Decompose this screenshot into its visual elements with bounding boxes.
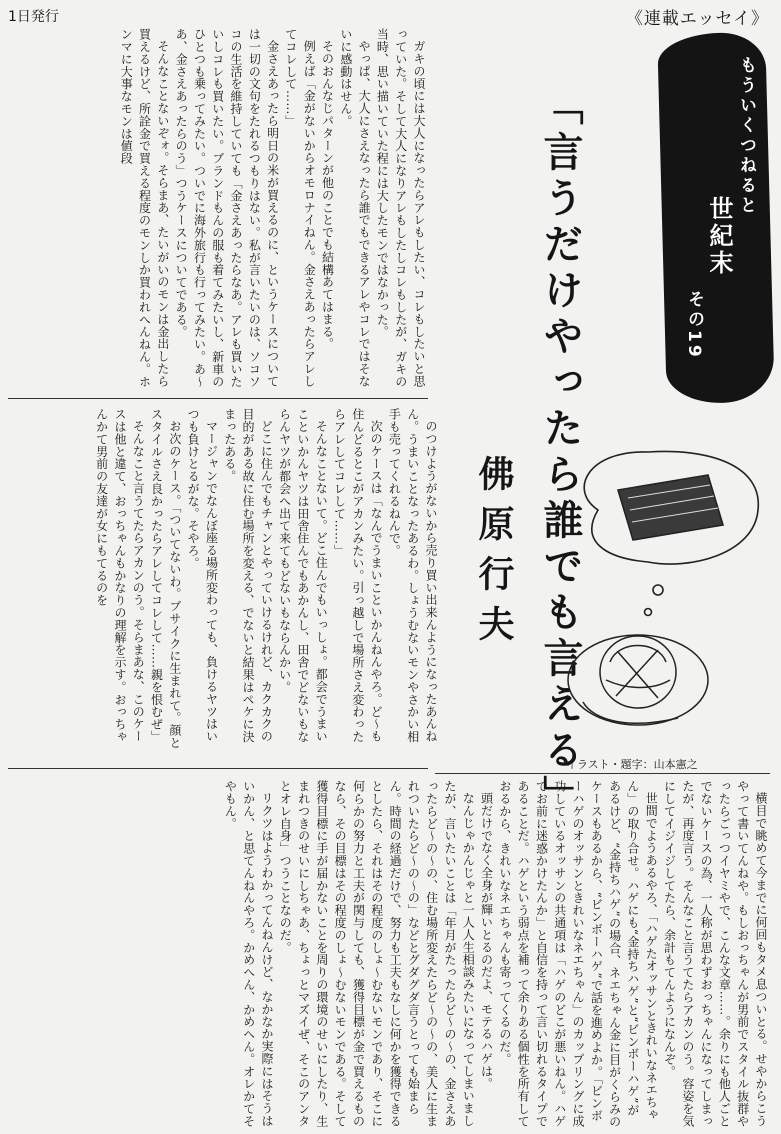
series-title-line2: 世紀末 — [705, 196, 733, 277]
column-divider — [8, 768, 428, 769]
essay-paragraph: 横目で眺めて今までに何回もタメ息ついとる。せやからこうやって書いてんねや。もしおっちゃんが男前でスタイル抜群やったらごっつイヤミやで、こんな文章……。余りにも他人ごとでないケースの為、一人称が思わずおっちゃんになってしまったが、再度言う。そんなこと言うてたらアカンのう。容姿を気にしてイジイジしてたら、余計もてんようになんぞ。 — [662, 780, 768, 1128]
essay-paragraph: そんなことないぞォ。そらまあ、たいがいのモンは金出したら買えるけど、所詮金で買える程度のモンしか買われへんねん。ホンマに大事なモンは値段 — [119, 28, 170, 388]
essay-paragraph: そのおんなじパターンが他のことでも結構あてはまる。 — [320, 40, 335, 350]
essay-paragraph: そんなこと言うてたらアカンのう。そらまあな、このケースは他と違て、おっちゃんもかなりの理解を示す。おっちゃんかて男前の友達が女にもてるのを — [94, 408, 146, 743]
thought-bubble-illustration — [584, 451, 758, 615]
essay-paragraph: 金さえあったら明日の米が買えるのに、というケースについては一切の文句をたれるつもりはない。私が言いたいのは、ソコソコの生活を維持していても「金さえあったらなあ。アレも買いたいしコレも買いたい。ブランドもんの服も着てみたいし、新車のひとつも乗ってみたい。ついでに海外旅行も行ってみたい。あ〜あ、金さえあったらのう」つうケースについてである。 — [174, 28, 280, 388]
essay-middle-column — [8, 408, 440, 753]
essay-paragraph: そんなことないて。どこ住んでもいっしょ。都会でうまいこといかんヤツは田舎住んでもあかんし、田舎でどないもならんヤツが都会へ出て来てもどないもならんかい。 — [277, 408, 329, 743]
series-title-line1: もういくつねると — [736, 56, 756, 216]
author-name: 佛原行夫 — [473, 455, 514, 655]
essay-upper-column — [8, 28, 428, 390]
essay-paragraph: マージャンでなんぼ座る場所変わっても、負けるヤツはいつも負けとるがな。そやろ。 — [186, 408, 219, 743]
essay-paragraph: なんじゃかんじゃと一人人生相談みたいになってしまいましたが、言いたいことは「年月がたったらど〜の〜の、金さえあったらど〜の〜の、住む場所変えたらど〜の〜の、美人に生まれついたらど〜の〜の」などとグダグダ言うとっても始まらん。時間の経過だけで、努力も工夫もなしに何かを獲得できるとしたら、それはその程度のしょ〜むないモンであり、そこに何らかの努力と工夫が関与しても、獲得目標が金で買えるものなら、その目標はその程度のしょ〜むないモンである。そして獲得目標に手が届かないことを周りの環境のせいにしたり、生まれつきのせいにしちゃあ、ちょっとマズイぜ、そこのアンタとオレ自身」つうことなのだ。 — [278, 780, 476, 1128]
essay-paragraph: 例えば「金がないからオモロナイねん。金さえあったらアレしてコレして……」 — [283, 28, 317, 388]
essay-paragraph: 次のケースは「なんでうまいこといかんねんやろ。ど〜も住んどるとこがアカンみたい。引っ越しで場所さえ変わったらアレしてコレして……」 — [332, 408, 384, 743]
series-label: 《連載エッセイ》 — [625, 9, 769, 29]
essay-paragraph: ガキの頃には大人になったらアレもしたい、コレもしたいと思っていた。そして大人になりアレもしたしコレもしたが、ガキの当時、思い描いていた程には大したモンではなかった。 — [375, 28, 426, 388]
essay-paragraph: お次のケース。「ついてないわ。ブサイクに生まれて。顔とスタイルさえ良かったらアレしてコレして……親を恨むぜ」 — [149, 408, 182, 749]
essay-paragraph: 世間でようあるやろ、「ハゲたオッサンときれいなネエちゃん」の取り合せ。ハゲにも“金持ちハゲ”と“ビンボーハゲ”があるけど、“金持ちハゲ”の場合、ネエちゃん金に目がくらみのケースもあるから、“ビンボーハゲ”で話を進めよか。「ビンボーハゲのオッサンときれいなネエちゃん」のカップリングに成功しているオッサンの共通項は「ハゲのどこが悪いねん。ハゲでお前に迷惑かけたんか」と自信を持って言い切れるタイプであることだ。ハゲという弱点を補って余りある個性を所有しておるから、きれいなネエちゃんも寄ってくるのだ。 — [497, 780, 659, 1128]
issue-date: 1日発行 — [8, 9, 59, 25]
essay-paragraph: リクツはようわかってんねんけど、なかなか実際にはそうはいかん、と思てんねんやろ。かめへん、かめへん。オレかてそやもん。 — [223, 780, 274, 1128]
essay-paragraph: やっぱ、大人にさえなったら誰でもできるアレやコレではそないに感動はせん。 — [338, 28, 372, 388]
series-title-line3: その19 — [684, 290, 704, 360]
essay-paragraph: 頭だけでなく全身が輝いとるのだよ、モテるハゲは。 — [479, 792, 494, 1090]
hat-illustration — [568, 635, 708, 725]
essay-paragraph: のつけようがないから売り買い出来んようになったあんねん。うまいことなったあるわ。しょうむないモンやさかい相手も売ってくれるねんで。 — [387, 408, 438, 743]
headline: 「言うだけやったら誰でも言える」 — [537, 85, 583, 821]
essay-lower-column — [8, 780, 770, 1128]
essay-paragraph: どこに住んでもチャンとやっていけるけれど、カクカクの目的がある故に住む場所を変える、でないと結果はペケに決まったある。 — [222, 408, 274, 743]
column-divider — [8, 398, 428, 399]
column-divider — [435, 773, 770, 774]
illustration — [558, 440, 770, 740]
illustration-credit: イラスト・題字：山本憲之 — [566, 758, 698, 771]
